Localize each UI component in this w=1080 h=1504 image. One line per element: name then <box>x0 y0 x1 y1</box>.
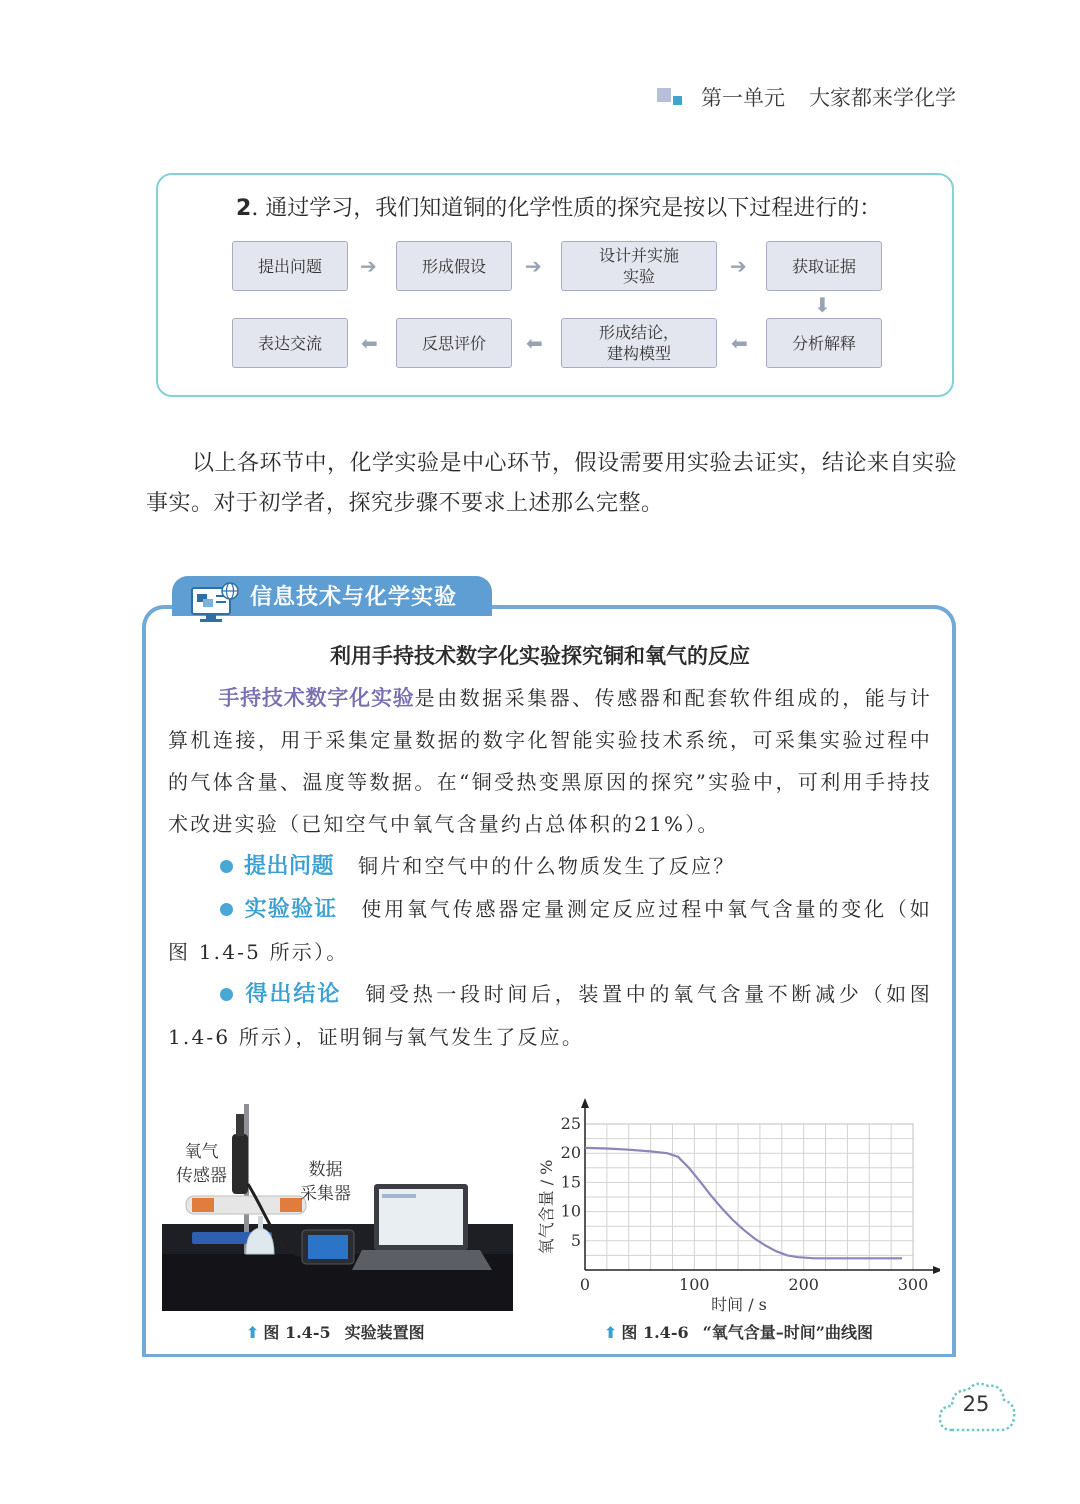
y-tick-label: 5 <box>570 1230 581 1250</box>
process-intro <box>236 191 881 222</box>
computer-icon <box>190 582 242 628</box>
step-ask-question: 提出问题 <box>232 241 348 291</box>
arrow-right-icon: ➔ <box>525 254 542 278</box>
step-communicate: 表达交流 <box>232 318 348 368</box>
caption-arrow-icon: ⬆ <box>246 1323 260 1342</box>
step-evidence: 获取证据 <box>766 241 882 291</box>
y-axis-arrow <box>581 1098 589 1108</box>
x-tick-label: 300 <box>897 1275 929 1294</box>
info-tab-title: 信息技术与化学实验 <box>250 585 458 610</box>
bullet-conclusion: 得出结论 铜受热一段时间后，装置中的氧气含量不断减少（如图 1.4-6 所示），证明铜与氧气发生了反应。 <box>168 982 932 1049</box>
info-title: 利用手持技术数字化实验探究铜和氧气的反应 <box>330 644 750 668</box>
apparatus-illustration <box>162 1104 513 1311</box>
y-tick-label: 10 <box>560 1201 581 1221</box>
header-title: 大家都来学化学 <box>809 86 956 110</box>
caption-arrow-icon: ⬆ <box>604 1323 618 1342</box>
info-intro-paragraph: 手持技术数字化实验是由数据采集器、传感器和配套软件组成的，能与计算机连接，用于采集定量数据的数字化智能实验技术系统，可采集实验过程中的气体含量、温度等数据。在“铜受热变黑原因的探究”实验中，可利用手持技术改进实验（已知空气中氧气含量约占总体积的21%）。 <box>168 686 932 836</box>
y-tick-label: 25 <box>560 1114 581 1133</box>
bullet-dot-icon <box>220 903 233 916</box>
process-intro-text: . 通过学习，我们知道铜的化学性质的探究是按以下过程进行的： <box>251 196 882 221</box>
process-box <box>156 173 954 397</box>
bullet-dot-icon <box>220 988 233 1001</box>
bullet-dot-icon <box>220 860 233 873</box>
series-line-oxygen <box>585 1148 902 1258</box>
x-tick-label: 0 <box>579 1275 591 1294</box>
arrow-right-icon: ➔ <box>730 254 747 278</box>
step-design-experiment: 设计并实施 实验 <box>561 241 717 291</box>
x-tick-label: 200 <box>788 1275 819 1294</box>
info-body <box>168 677 932 1058</box>
step-hypothesis: 形成假设 <box>396 241 512 291</box>
x-tick-label: 100 <box>679 1275 710 1294</box>
arrow-right-icon: ➔ <box>360 254 377 278</box>
x-axis-arrow <box>933 1266 940 1274</box>
caption-figure-5: ⬆ 图 1.4-5 实验装置图 <box>246 1323 425 1342</box>
step-conclusion: 形成结论， 建构模型 <box>561 318 717 368</box>
arrow-down-icon: ⬇ <box>814 293 831 317</box>
arrow-left-icon: ⬅ <box>361 331 378 355</box>
running-header <box>657 82 956 112</box>
bullet-question: 提出问题 铜片和空气中的什么物质发生了反应？ <box>168 845 932 888</box>
label-data-collector: 数据 采集器 <box>300 1160 351 1204</box>
y-axis-label: 氧气含量 / % <box>537 1159 556 1255</box>
y-tick-label: 20 <box>560 1143 581 1163</box>
oxygen-time-chart <box>530 1098 940 1318</box>
step-reflect: 反思评价 <box>396 318 512 368</box>
process-number: 2 <box>236 196 252 221</box>
header-square-icon <box>657 86 683 108</box>
x-axis-label: 时间 / s <box>711 1295 767 1314</box>
info-term: 手持技术数字化实验 <box>218 686 415 710</box>
body-paragraph: 以上各环节中，化学实验是中心环节，假设需要用实验去证实，结论来自实验事实。对于初学者，探究步骤不要求上述那么完整。 <box>146 451 958 516</box>
step-analyze: 分析解释 <box>766 318 882 368</box>
experiment-photo <box>162 1104 513 1311</box>
header-unit: 第一单元 <box>701 86 785 110</box>
page-number: 25 <box>962 1392 990 1416</box>
caption-figure-6: ⬆ 图 1.4-6 “氧气含量–时间”曲线图 <box>604 1323 874 1342</box>
label-oxygen-sensor: 氧气 传感器 <box>176 1142 227 1186</box>
bullet-verify: 实验验证 使用氧气传感器定量测定反应过程中氧气含量的变化（如图 1.4-5 所示）。 <box>168 897 932 964</box>
arrow-left-icon: ⬅ <box>526 331 543 355</box>
arrow-left-icon: ⬅ <box>731 331 748 355</box>
y-tick-label: 15 <box>560 1172 581 1192</box>
